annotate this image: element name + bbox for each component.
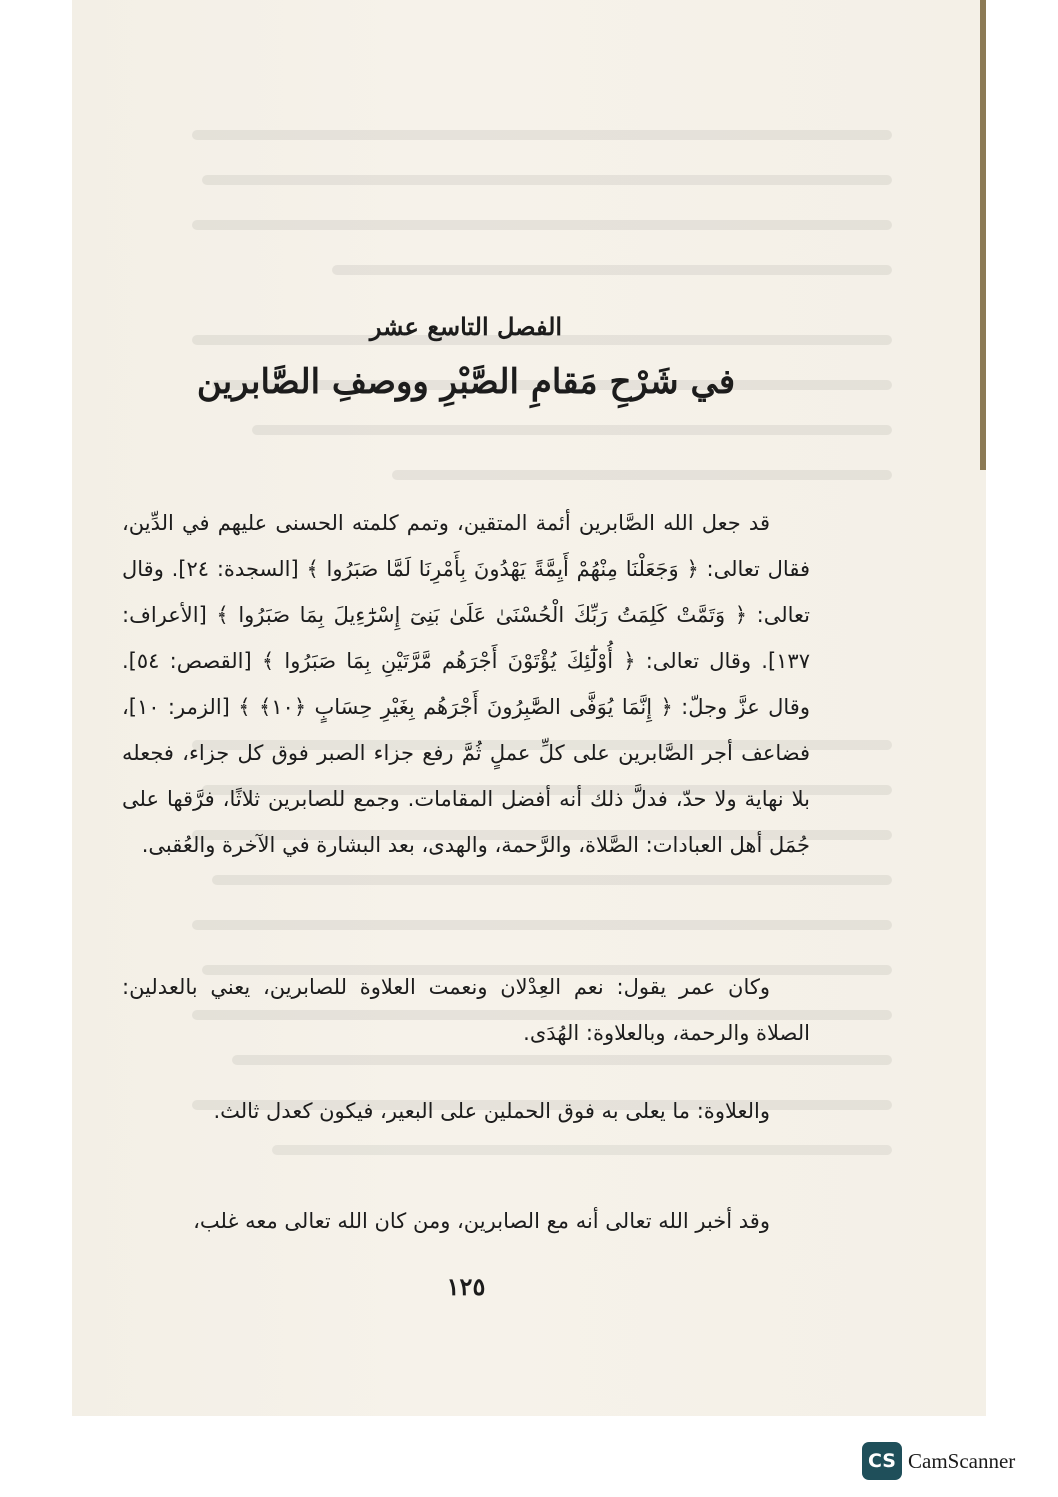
camscanner-brand-text: CamScanner: [908, 1448, 1016, 1473]
chapter-title: في شَرْحِ مَقامِ الصَّبْرِ ووصفِ الصَّابرين: [196, 362, 736, 402]
paragraph-2: وكان عمر يقول: نعم العِدْلان ونعمت العلاوة للصابرين، يعني بالعدلين: الصلاة والرحمة، وبالعلاوة: الهُدَى.: [122, 975, 810, 1045]
chapter-number: الفصل التاسع عشر: [369, 312, 563, 341]
camscanner-logo-icon: CS: [862, 1442, 902, 1480]
camscanner-watermark: [862, 1442, 1015, 1480]
paragraph-1: قد جعل الله الصَّابرين أئمة المتقين، وتمم كلمته الحسنى عليهم في الدِّين، فقال تعالى: ﴿ وَجَعَلْنَا مِنْهُمْ أَيِمَّةً يَهْدُونَ بِأَمْرِنَا لَمَّا صَبَرُوا ﴾ [السجدة: ٢٤]. وقال تعالى: ﴿ وَتَمَّتْ كَلِمَتُ رَبِّكَ الْحُسْنَىٰ عَلَىٰ بَنِىٓ إِسْرَٰٓءِيلَ بِمَا صَبَرُوا ﴾ [الأعراف: ١٣٧]. وقال تعالى: ﴿ أُوْلَٰٓئِكَ يُؤْتَوْنَ أَجْرَهُم مَّرَّتَيْنِ بِمَا صَبَرُوا ﴾ [القصص: ٥٤]. وقال عزَّ وجلّ: ﴿ إِنَّمَا يُوَفَّى الصَّٰبِرُونَ أَجْرَهُم بِغَيْرِ حِسَابٍ ﴿١٠﴾ ﴾ [الزمر: ١٠]، فضاعف أجر الصَّابرين على كلِّ عملٍ ثُمَّ رفع جزاء الصبر فوق كل جزاء، فجعله بلا نهاية ولا حدّ، فدلَّ ذلك أنه أفضل المقامات. وجمع للصابرين ثلاثًا، فرَّقها على جُمَل أهل العبادات: الصَّلاة، والرَّحمة، والهدى، بعد البشارة في الآخرة والعُقبى.: [122, 511, 810, 857]
page-number: ١٢٥: [446, 1272, 486, 1301]
paragraph-4: وقد أخبر الله تعالى أنه مع الصابرين، ومن كان الله تعالى معه غلب،: [193, 1209, 770, 1233]
paragraph-3: والعلاوة: ما يعلى به فوق الحملين على البعير، فيكون كعدل ثالث.: [213, 1099, 770, 1123]
page-edge-shadow: [980, 0, 986, 470]
